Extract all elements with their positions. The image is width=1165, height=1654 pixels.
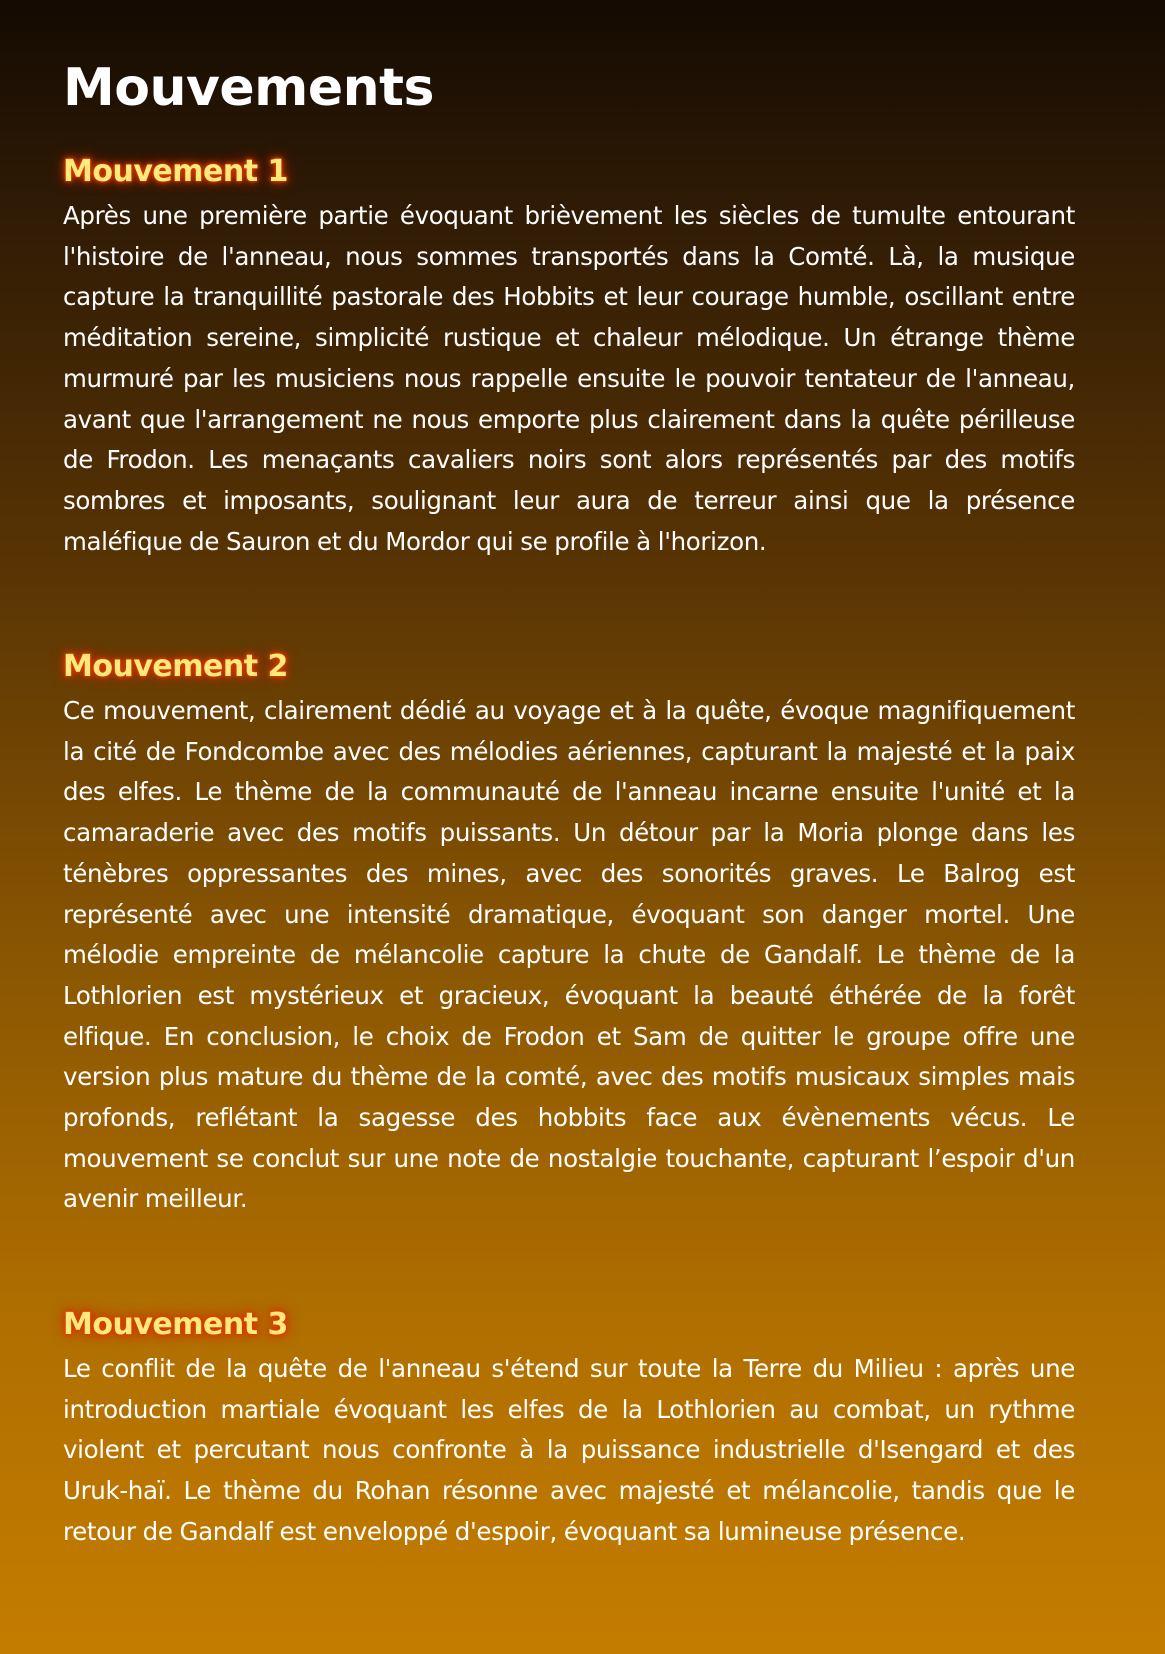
section-heading: Mouvement 1 (63, 154, 288, 189)
document-page (63, 48, 1075, 1546)
section-body: Le conflit de la quête de l'anneau s'étend sur toute la Terre du Milieu : après une introduction martiale évoquant les elfes de la Lothlorien au combat, un rythme violent et percutant nous confronte à la puissance industrielle d'Isengard et des Uruk-haï. Le thème du Rohan résonne avec majesté et mélancolie, tandis que le retour de Gandalf est enveloppé d'espoir, évoquant sa lumineuse présence. (63, 1354, 1075, 1546)
page-title: Mouvements (63, 58, 434, 118)
section-mouvement-2 (63, 647, 1075, 1220)
section-body: Après une première partie évoquant brièvement les siècles de tumulte entourant l'histoire de l'anneau, nous sommes transportés dans la Comté. Là, la musique capture la tranquillité pastorale des Hobbits et leur courage humble, oscillant entre méditation sereine, simplicité rustique et chaleur mélodique. Un étrange thème murmuré par les musiciens nous rappelle ensuite le pouvoir tentateur de l'anneau, avant que l'arrangement ne nous emporte plus clairement dans la quête périlleuse de Frodon. Les menaçants cavaliers noirs sont alors représentés par des motifs sombres et imposants, soulignant leur aura de terreur ainsi que la présence maléfique de Sauron et du Mordor qui se profile à l'horizon. (63, 201, 1075, 556)
section-body: Ce mouvement, clairement dédié au voyage et à la quête, évoque magnifiquement la cité de Fondcombe avec des mélodies aériennes, capturant la majesté et la paix des elfes. Le thème de la communauté de l'anneau incarne ensuite l'unité et la camaraderie avec des motifs puissants. Un détour par la Moria plonge dans les ténèbres oppressantes des mines, avec des sonorités graves. Le Balrog est représenté avec une intensité dramatique, évoquant son danger mortel. Une mélodie empreinte de mélancolie capture la chute de Gandalf. Le thème de la Lothlorien est mystérieux et gracieux, évoquant la beauté éthérée de la forêt elfique. En conclusion, le choix de Frodon et Sam de quitter le groupe offre une version plus mature du thème de la comté, avec des motifs musicaux simples mais profonds, reflétant la sagesse des hobbits face aux évènements vécus. Le mouvement se conclut sur une note de nostalgie touchante, capturant l’espoir d'un avenir meilleur. (63, 696, 1075, 1214)
section-mouvement-3 (63, 1305, 1075, 1553)
section-heading: Mouvement 3 (63, 1307, 288, 1342)
section-mouvement-1 (63, 152, 1075, 562)
section-heading: Mouvement 2 (63, 649, 288, 684)
